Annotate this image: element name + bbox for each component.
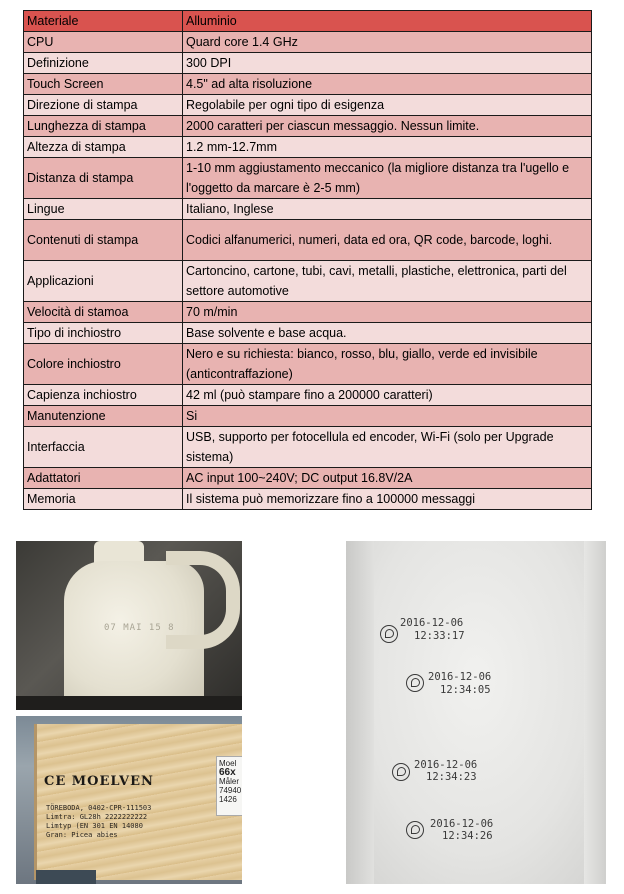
spec-value: USB, supporto per fotocellula ed encoder, Wi-Fi (solo per Upgrade sistema) — [183, 427, 592, 468]
spec-label: Direzione di stampa — [24, 95, 183, 116]
wood-tag-line: 1426 — [219, 795, 237, 804]
spec-row-interfaccia — [24, 427, 592, 468]
wood-tag-line: Måler — [219, 777, 240, 786]
spec-row-contenuti — [24, 220, 592, 261]
spec-label: Contenuti di stampa — [24, 220, 183, 261]
bottle-handle — [166, 551, 240, 649]
spec-label: CPU — [24, 32, 183, 53]
stamp-time: 12:33:17 — [414, 630, 465, 642]
spec-value: 2000 caratteri per ciascun messaggio. Nessun limite. — [183, 116, 592, 137]
spec-value: Base solvente e base acqua. — [183, 323, 592, 344]
spec-label: Capienza inchiostro — [24, 385, 183, 406]
spec-value: Codici alfanumerici, numeri, data ed ora, QR code, barcode, loghi. — [183, 220, 592, 261]
spec-value: 1.2 mm-12.7mm — [183, 137, 592, 158]
spec-value: Cartoncino, cartone, tubi, cavi, metalli, plastiche, elettronica, parti del settore automotive — [183, 261, 592, 302]
spec-value: 70 m/min — [183, 302, 592, 323]
spec-row-materiale — [24, 11, 592, 32]
spec-value: Il sistema può memorizzare fino a 100000 messaggi — [183, 489, 592, 510]
spec-value: AC input 100~240V; DC output 16.8V/2A — [183, 468, 592, 489]
spec-row-altezza — [24, 137, 592, 158]
spec-value: 42 ml (può stampare fino a 200000 caratteri) — [183, 385, 592, 406]
stamp-logo-icon — [406, 674, 424, 692]
spec-value: Si — [183, 406, 592, 427]
stamp-time: 12:34:05 — [440, 684, 491, 696]
spec-row-capienza — [24, 385, 592, 406]
spec-label: Definizione — [24, 53, 183, 74]
spec-value: Quard core 1.4 GHz — [183, 32, 592, 53]
spec-label: Colore inchiostro — [24, 344, 183, 385]
bag-fold-left — [346, 541, 374, 884]
stamp-logo-icon — [392, 763, 410, 781]
foil-bag-photo — [346, 541, 606, 884]
wood-print-line: Gran: Picea abies — [46, 831, 118, 839]
wood-plank — [34, 724, 242, 880]
spec-row-distanza — [24, 158, 592, 199]
spec-label: Distanza di stampa — [24, 158, 183, 199]
wood-tag-line: 74940 — [219, 786, 242, 795]
spec-label: Applicazioni — [24, 261, 183, 302]
spec-row-memoria — [24, 489, 592, 510]
wood-brand-mark: CE MOELVEN — [44, 774, 154, 789]
spec-row-lunghezza — [24, 116, 592, 137]
spec-label: Memoria — [24, 489, 183, 510]
spec-row-velocita — [24, 302, 592, 323]
bag-fold-right — [584, 541, 606, 884]
wood-print-line: Limtyp (EN 301 EN 14080 — [46, 822, 143, 830]
spec-label: Adattatori — [24, 468, 183, 489]
spec-row-tipo-inchiostro — [24, 323, 592, 344]
spec-row-applicazioni — [24, 261, 592, 302]
spec-label: Touch Screen — [24, 74, 183, 95]
spec-row-cpu — [24, 32, 592, 53]
spec-row-touch-screen — [24, 74, 592, 95]
wood-photo — [16, 716, 242, 884]
spec-value: 300 DPI — [183, 53, 592, 74]
spec-label: Interfaccia — [24, 427, 183, 468]
spec-value: Regolabile per ogni tipo di esigenza — [183, 95, 592, 116]
spec-label: Materiale — [24, 11, 183, 32]
spec-row-colore-inchiostro — [24, 344, 592, 385]
spec-value: Italiano, Inglese — [183, 199, 592, 220]
spec-value: Alluminio — [183, 11, 592, 32]
wood-tag-line: Moel — [219, 759, 237, 768]
stamp-date: 2016-12-06 — [430, 818, 494, 830]
spec-value: 4.5" ad alta risoluzione — [183, 74, 592, 95]
bottle-print-code: 07 MAI 15 8 — [104, 623, 175, 633]
spec-label: Lunghezza di stampa — [24, 116, 183, 137]
spec-row-adattatori — [24, 468, 592, 489]
stamp-date: 2016-12-06 — [428, 671, 492, 683]
wood-print-line: TÖREBODA, 0402-CPR-111503 — [46, 804, 152, 812]
stamp-date: 2016-12-06 — [414, 759, 478, 771]
spec-row-lingue — [24, 199, 592, 220]
spec-label: Manutenzione — [24, 406, 183, 427]
spec-value: 1-10 mm aggiustamento meccanico (la migliore distanza tra l'ugello e l'oggetto da marcare è 2-5 mm) — [183, 158, 592, 199]
spec-value: Nero e su richiesta: bianco, rosso, blu, giallo, verde ed invisibile (anticontraffazione) — [183, 344, 592, 385]
spec-label: Tipo di inchiostro — [24, 323, 183, 344]
spec-label: Lingue — [24, 199, 183, 220]
wood-tag-size: 66x — [219, 767, 236, 778]
stamp-time: 12:34:23 — [426, 771, 477, 783]
bottle-photo — [16, 541, 242, 710]
wood-tag-label — [216, 756, 242, 816]
spec-row-manutenzione — [24, 406, 592, 427]
spec-label: Velocità di stamoa — [24, 302, 183, 323]
spec-label: Altezza di stampa — [24, 137, 183, 158]
shelf — [16, 696, 242, 710]
spec-row-direzione — [24, 95, 592, 116]
spec-row-definizione — [24, 53, 592, 74]
stamp-date: 2016-12-06 — [400, 617, 464, 629]
wood-print-line: Limtra: GL28h 2222222222 — [46, 813, 148, 821]
stamp-logo-icon — [406, 821, 424, 839]
stamp-time: 12:34:26 — [442, 830, 493, 842]
spec-table — [23, 10, 592, 510]
wood-clip — [36, 870, 96, 884]
stamp-logo-icon — [380, 625, 398, 643]
